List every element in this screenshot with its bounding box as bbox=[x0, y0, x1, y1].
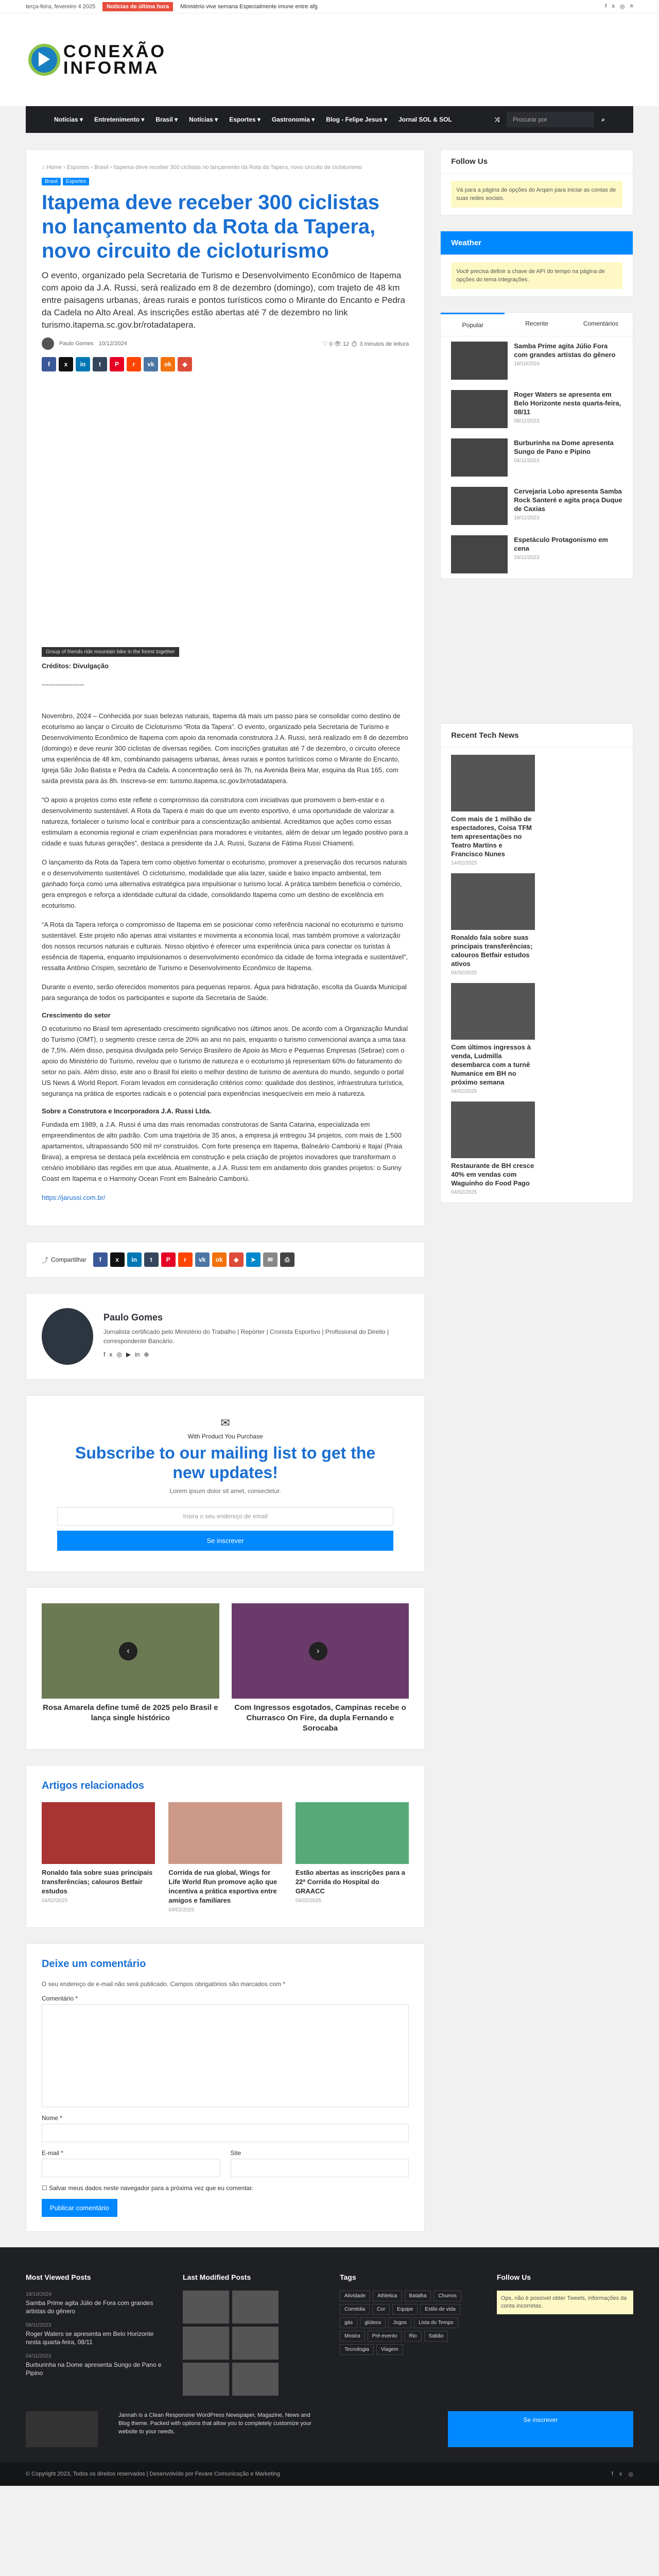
facebook-icon[interactable]: f bbox=[103, 1351, 106, 1358]
tag-link[interactable]: Mostra bbox=[340, 2331, 365, 2342]
top-bar bbox=[0, 0, 659, 13]
nav-item[interactable]: Entretenimento ▾ bbox=[94, 116, 145, 123]
search-icon[interactable]: ⌕ bbox=[601, 115, 605, 123]
subheading: Sobre a Construtora e Incorporadora J.A. Russi Ltda. bbox=[42, 1107, 212, 1115]
recent-tech-widget: Recent Tech News Com mais de 1 milhão de espectadores, Coisa TFM tem apresentações no Teatro Martins e Francisco Nunes 14/02/2025 Ronaldo fala sobre suas principais transferências; calouros Betfair estudos ativos 04/02/2025 Com últimos ingressos à venda, Ludmilla desembarca com a turnê Numanice em BH no próximo semana 04/02/2025 Restaurante de BH cresce 40% em vendas com Waguinho do Food Pago 04/02/2025 bbox=[440, 723, 633, 1203]
tag-link[interactable]: Equipe bbox=[392, 2304, 418, 2315]
breaking-news-ticker[interactable]: Ministério vive semana Especialmente imune entre afg bbox=[180, 3, 318, 10]
facebook-icon[interactable]: f bbox=[605, 3, 607, 9]
vk-share-icon[interactable]: vk bbox=[144, 357, 158, 371]
email-field[interactable] bbox=[42, 2159, 220, 2177]
footer: Most Viewed Posts 18/10/2024 Samba Prime agita Júlio de Fora com grandes artistas do gênero 08/11/2023 Roger Waters se apresenta em Belo Horizonte nesta quarta-feira, 08/11 04/11/2023 Burburinha na Dome apresenta Sungo de Pano e Pipino Last Modified Posts Tags Atividade Athletica Batalha Churros Comédia Cor Equipe Estilo de vida gás glúteos Jogos Lista do Tempo Mostra Pré-evento Rio Sabão Tecnologia Viagem Follow Us Ops, não é possível obter Tweets, informações da conta incorretas. bbox=[0, 2247, 659, 2411]
breaking-news-label: Notícias de última hora bbox=[102, 2, 173, 11]
website-field[interactable] bbox=[231, 2159, 409, 2177]
featured-image bbox=[42, 384, 409, 657]
print-share-icon[interactable]: ⎙ bbox=[280, 1252, 294, 1267]
list-item[interactable]: 04/11/2023 Burburinha na Dome apresenta Sungo de Pano e Pipino bbox=[26, 2353, 162, 2377]
sidebar bbox=[440, 149, 633, 2247]
author-avatar[interactable] bbox=[42, 337, 54, 350]
share-label: Compartilhar bbox=[51, 1256, 86, 1263]
vk-share-icon[interactable]: vk bbox=[195, 1252, 210, 1267]
menu-icon[interactable]: ≡ bbox=[630, 3, 633, 9]
related-item[interactable]: Ronaldo fala sobre suas principais transferências; calouros Betfair estudos 04/02/2025 bbox=[42, 1802, 155, 1913]
thumb[interactable] bbox=[183, 2363, 229, 2396]
paragraph: Fundada em 1989, a J.A. Russi é uma das mais renomadas construtoras de Santa Catarina, especializada em empreendimentos de alto padrão. Com uma trajetória de 35 anos, a empresa já entregou 34 projetos, com mais de 1.500 apartamentos, ultrapassando 500 mil m² construídos. Com forte presença em Itapema, Balneário Camboriú e Itajaí (Praia Brava), a empresa se destaca pela excelência em construção e pela criação de projetos inovadores que transformam o cenário imobiliário das regiões em que atua. Atualmente, a J.A. Russi tem em andamento dois grandes projetos: o Sunny Coast em Itapema e o Harmony Ocean Front em Balneário Camboriú. bbox=[42, 1121, 403, 1182]
tag-link[interactable]: Viagem bbox=[376, 2344, 403, 2355]
category-badge[interactable]: Esportes bbox=[63, 178, 89, 185]
email-share-icon[interactable]: ✉ bbox=[263, 1252, 278, 1267]
nav-item[interactable]: Jornal SOL & SOL bbox=[398, 116, 452, 123]
linkedin-share-icon[interactable]: in bbox=[127, 1252, 142, 1267]
instagram-icon[interactable]: ◎ bbox=[619, 4, 625, 10]
random-icon[interactable]: ⤨ bbox=[494, 115, 500, 123]
header bbox=[0, 13, 659, 106]
paragraph: Durante o evento, serão oferecidos momentos para pequenas reparos. Água para hidratação, escolta da Guarda Municipal para segurança de todos os participantes e suporte da Secretaria de Saúde. bbox=[42, 983, 407, 1002]
tag-link[interactable]: Comédia bbox=[340, 2304, 370, 2315]
thumb[interactable] bbox=[232, 2291, 279, 2324]
prev-arrow-icon[interactable]: ‹ bbox=[119, 1642, 137, 1660]
tag-link[interactable]: Atividade bbox=[340, 2291, 370, 2301]
pinterest-share-icon[interactable]: P bbox=[110, 357, 124, 371]
pinterest-share-icon[interactable]: P bbox=[161, 1252, 176, 1267]
thumb[interactable] bbox=[183, 2291, 229, 2324]
article-lead: O evento, organizado pela Secretaria de Turismo e Desenvolvimento Econômico de Itapema com apoio da J.A. Russi, será realizado em 8 de dezembro (domingo), com trajeto de 48 km entre paisagens urbanas, áreas rurais e pontos turísticos como o Mirante do Encanto e Pedra da Cadela no Alto Areal. As inscrições estão abertas até 7 de dezembro no link turismo.itapema.sc.gov.br/rotadatapera. bbox=[42, 270, 405, 330]
youtube-icon[interactable]: ▶ bbox=[126, 1351, 131, 1358]
instagram-icon[interactable]: ◎ bbox=[628, 2471, 633, 2478]
tag-link[interactable]: Estilo de vida bbox=[420, 2304, 460, 2315]
list-item[interactable]: 18/10/2024 Samba Prime agita Júlio de Fora com grandes artistas do gênero bbox=[26, 2292, 153, 2315]
tab-recent[interactable]: Recente bbox=[525, 320, 548, 327]
comment-textarea[interactable] bbox=[42, 2004, 409, 2107]
section-heading: Artigos relacionados bbox=[42, 1780, 144, 1791]
share-buttons bbox=[42, 357, 409, 371]
section-heading: Deixe um comentário bbox=[42, 1958, 146, 1970]
share-bar bbox=[26, 1242, 425, 1278]
image-caption: Group of friends ride mountain bike in the forest together bbox=[42, 647, 179, 657]
tag-link[interactable]: Sabão bbox=[424, 2331, 448, 2342]
instagram-icon[interactable]: ◎ bbox=[116, 1351, 122, 1358]
tag-link[interactable]: gás bbox=[340, 2317, 357, 2328]
globe-icon[interactable]: ⊕ bbox=[144, 1351, 149, 1358]
thumb[interactable] bbox=[232, 2327, 279, 2360]
page-title: Itapema deve receber 300 ciclistas no lançamento da Rota da Tapera, novo circuito de cicloturismo bbox=[42, 191, 379, 262]
related-slider bbox=[26, 1587, 425, 1750]
paragraph: “A Rota da Tapera reforça o compromisso de Itapema em se posicionar como referência nacional no ecoturismo e turismo sustentável. Este projeto não apenas atrai visitantes e movimenta a economia local, mas também promove a valorização dos nossos recursos naturais e culturais. Nosso objetivo é oferecer uma experiência única para conectar os turistas à essência de Itapema, enquanto impulsionamos o desenvolvimento econômico da cidade de forma integrada e sustentável”, ressalta Antônio Crispim, secretário de Turismo e Desenvolvimento Econômico de Itapema. bbox=[42, 921, 408, 972]
paragraph: “O apoio a projetos como este reflete o compromisso da construtora com iniciativas que promovem o bem-estar e o desenvolvimento sustentável. A Rota da Tapera é mais do que um evento esportivo, é uma oportunidade de valorizar a natureza, fortalecer o turismo local e contribuir para a conscientização ambiental. Acreditamos que ações como essas estimulam a economia regional e criam experiências para moradores e visitantes, além de deixar um legado positivo para a cidade e suas futuras gerações”, destaca a presidente da J.A. Russi, Suzana de Fátima Russi Chiamenti. bbox=[42, 796, 408, 847]
image-credit: Créditos: Divulgação bbox=[42, 662, 109, 670]
facebook-share-icon[interactable]: f bbox=[42, 357, 56, 371]
author-photo[interactable] bbox=[42, 1308, 93, 1365]
copyright-bar: © Copyright 2023, Todos os direitos reservados | Desenvolvido por Fevare Comunicação e Marketing f x ◎ bbox=[0, 2463, 659, 2486]
odnoklassniki-share-icon[interactable]: ok bbox=[212, 1252, 227, 1267]
logo-icon[interactable] bbox=[28, 44, 60, 76]
thumb[interactable] bbox=[183, 2327, 229, 2360]
thumb[interactable] bbox=[232, 2363, 279, 2396]
main-column bbox=[26, 149, 425, 2247]
tag-link[interactable]: Batalha bbox=[405, 2291, 431, 2301]
reddit-share-icon[interactable]: r bbox=[178, 1252, 193, 1267]
date-text: terça-feira, fevereiro 4 2025 bbox=[26, 3, 96, 10]
tag-link[interactable]: Rio bbox=[404, 2331, 421, 2342]
linkedin-icon[interactable]: in bbox=[135, 1351, 140, 1358]
nav-item[interactable]: Esportes ▾ bbox=[229, 116, 261, 123]
weather-widget: Weather Você precisa definir a chave de API do tempo na página de opções do tema integrações. bbox=[440, 231, 633, 297]
related-item[interactable]: Corrida de rua global, Wings for Life World Run promove ação que incentiva a prática esportiva entre amigos e familiares 04/02/2025 bbox=[168, 1802, 282, 1913]
x-share-icon[interactable]: x bbox=[110, 1252, 125, 1267]
nav-item[interactable]: Blog - Felipe Jesus ▾ bbox=[326, 116, 387, 123]
nav-item[interactable]: Gastronomia ▾ bbox=[271, 116, 315, 123]
submit-comment-button[interactable]: Publicar comentário bbox=[42, 2199, 117, 2217]
slide[interactable]: ‹ Rosa Amarela define tumê de 2025 pelo Brasil e lança single histórico bbox=[42, 1603, 219, 1734]
tabs-widget bbox=[440, 312, 633, 579]
publish-date: 10/12/2024 bbox=[98, 341, 127, 347]
author-name[interactable]: Paulo Gomes bbox=[59, 341, 94, 347]
facebook-icon[interactable]: f bbox=[611, 2471, 613, 2477]
pocket-share-icon[interactable]: ◈ bbox=[229, 1252, 244, 1267]
nav-item[interactable]: Notícias ▾ bbox=[54, 116, 83, 123]
related-articles bbox=[26, 1765, 425, 1928]
telegram-share-icon[interactable]: ➤ bbox=[246, 1252, 261, 1267]
newsletter-title: Subscribe to our mailing list to get the new updates! bbox=[75, 1444, 376, 1482]
list-item[interactable]: 08/11/2023 Roger Waters se apresenta em Belo Horizonte nesta quarta-feira, 08/11 bbox=[26, 2323, 154, 2346]
top-social bbox=[605, 3, 633, 10]
name-field[interactable] bbox=[42, 2124, 409, 2142]
tumblr-share-icon[interactable]: t bbox=[144, 1252, 159, 1267]
footer-bottom: Jannah is a Clean Responsive WordPress Newspaper, Magazine, News and Blog theme. Packed with options that allow you to completely customize your website to your needs. Se inscrever bbox=[0, 2411, 659, 2463]
share-icon: ⤴ bbox=[42, 1256, 49, 1264]
newsletter: ✉ With Product You Purchase Subscribe to our mailing list to get the new updates! Lorem ipsum dolor sit amet, consectetur. Insira o seu endereço de email Se inscrever bbox=[26, 1395, 425, 1572]
author-box bbox=[26, 1293, 425, 1380]
author-box-name[interactable]: Paulo Gomes bbox=[103, 1312, 163, 1323]
article-stats: ♡ 0 👁 12 ⏱ 3 minutos de leitura bbox=[322, 341, 409, 347]
list-item[interactable]: Burburinha na Dome apresenta Sungo de Pano e Pipino 04/11/2023 bbox=[441, 433, 633, 482]
list-item[interactable]: Restaurante de BH cresce 40% em vendas com Waguinho do Food Pago 04/02/2025 bbox=[451, 1101, 535, 1195]
follow-widget: Follow Us Vá para a página de opções do Arqam para iniciar as contas de suas redes sociais. bbox=[440, 149, 633, 215]
tag-link[interactable]: glúteos bbox=[360, 2317, 386, 2328]
pocket-share-icon[interactable]: ◈ bbox=[178, 357, 192, 371]
main-nav bbox=[26, 106, 633, 133]
next-arrow-icon[interactable]: › bbox=[309, 1642, 327, 1660]
twitter-icon[interactable]: x bbox=[612, 3, 615, 9]
paragraph: O lançamento da Rota da Tapera tem como objetivo fomentar o ecoturismo, promover a preservação dos recursos naturais e o desenvolvimento sustentável. O cicloturismo, modalidade que alia lazer, saúde e baixo impacto ambiental, tem ganhado força como uma alternativa estratégica para impulsionar o turismo local. A prática também beneficia o comércio, gera empregos e reforça a identidade cultural da cidade, consolidando Itapema como um destino de excelência em ecoturismo. bbox=[42, 858, 407, 909]
breadcrumb[interactable]: ⌂ Home › Esportes › Brasil › Itapema deve receber 300 ciclistas no lançamento da Rota da Tapera, novo circuito de cicloturismo bbox=[42, 164, 362, 171]
save-data-checkbox[interactable]: ☐ Salvar meus dados neste navegador para a próxima vez que eu comentar. bbox=[42, 2184, 253, 2192]
tag-link[interactable]: Lista do Tempo bbox=[414, 2317, 458, 2328]
tag-link[interactable]: Athletica bbox=[373, 2291, 402, 2301]
email-field[interactable]: Insira o seu endereço de email bbox=[57, 1507, 393, 1526]
author-bio: Jornalista certificado pelo Ministério do Trabalho | Repórter | Cronista Esportivo | Profissional do Direito | correspondente Bancário. bbox=[103, 1328, 389, 1345]
list-item[interactable]: Com mais de 1 milhão de espectadores, Coisa TFM tem apresentações no Teatro Martins e Francisco Nunes 14/02/2025 bbox=[451, 755, 535, 866]
list-item[interactable]: Cervejaria Lobo apresenta Samba Rock Santeré e agita praça Duque de Caxias 18/11/2023 bbox=[441, 482, 633, 530]
odnoklassniki-share-icon[interactable]: ok bbox=[161, 357, 175, 371]
list-item[interactable]: Ronaldo fala sobre suas principais transferências; calouros Betfair estudos ativos 04/02/2025 bbox=[451, 873, 535, 976]
article-body: ------------------- Novembro, 2024 – Conhecida por suas belezas naturais, Itapema dá mais um passo para se consolidar como destino de ecoturismo ao lançar o Circuito de Cicloturismo “Rota da Tapera”. O evento, organizado pela Secretaria de Turismo e Desenvolvimento Econômico de Itapema com apoio da renomada construtora J.A. Russi, será realizado em 8 de dezembro (domingo) e deve reunir 300 ciclistas de diversas regiões. Com inscrições gratuitas até 7 de dezembro, o circuito oferece uma experiência de 48 km, combinando paisagens urbanas, áreas rurais e pontos turísticos como o Mirante do Encanto, Igreja São João Batista e Pedra da Cadela. A concentração será às 7h, na Avenida Beira Mar, esquina da Rua 165, com saída prevista para às 8h. Inscreva-se em: turismo.itapema.sc.gov.br/rotadatapera. “O apoio a projetos como este reflete o compromisso da construtora com iniciativas que promovem o bem-estar e o desenvolvimento sustentável. A Rota da Tapera é mais do que um evento esportivo, é uma oportunidade de valorizar a natureza, fortalecer o turismo local e contribuir para a conscientização ambiental. Acreditamos que ações como essas estimulam a economia regional e criam experiências para moradores e visitantes, além de deixar um legado positivo para a cidade e suas futuras gerações”, destaca a presidente da J.A. Russi, Suzana de Fátima Russi Chiamenti. O lançamento da Rota da Tapera tem como objetivo fomentar o ecoturismo, promover a preservação dos recursos naturais e o desenvolvimento sustentável. O cicloturismo, modalidade que alia lazer, saúde e baixo impacto ambiental, tem ganhado força como uma alternativa estratégica para impulsionar o turismo local. A prática também beneficia o comércio, gera empregos e reforça a identidade cultural da cidade, consolidando Itapema como um destino de excelência em ecoturismo. “A Rota da Tapera reforça o compromisso de Itapema em se posicionar como referência nacional no ecoturismo e turismo sustentável. Este projeto não apenas atrai visitantes e movimenta a economia local, mas também promove a valorização dos nossos recursos naturais e culturais. Nosso objetivo é oferecer uma experiência única para conectar os turistas à essência de Itapema, enquanto impulsionamos o desenvolvimento econômico da cidade de forma integrada e sustentável”, ressalta Antônio Crispim, secretário de Turismo e Desenvolvimento Econômico de Itapema. Durante o evento, serão oferecidos momentos para pequenas reparos. Água para hidratação, escolta da Guarda Municipal para segurança de todos os participantes e suporte da Secretaria de Saúde. Crescimento do setor O ecoturismo no Brasil tem apresentado crescimento significativo nos últimos anos. De acordo com a Organização Mundial do Turismo (OMT), o segmento cresce cerca de 20% ao ano no país, enquanto o turismo convencional avança a uma taxa de 7,5%. Além disso, pesquisa divulgada pelo Serviço Brasileiro de Apoio às Micro e Pequenas Empresas (Sebrae) com o apoio do Ministério do Turismo, revelou que o turismo de natureza e o ecoturismo já representam 60% do faturamento do setor no país. Além disso, este ano o Brasil foi eleito o melhor destino de turismo de aventura do mundo, segundo o portal US News & World Report. Foram levados em consideração critérios como: qualidade dos destinos, infraestrutura turística, segurança na prática de esportes radicais e o potencial para experiências inesquecíveis em meio à natureza. Sobre a Construtora e Incorporadora J.A. Russi Ltda. Fundada em 1989, a J.A. Russi é uma das mais renomadas construtoras de Santa Catarina, especializada em empreendimentos de alto padrão. Com uma trajetória de 35 anos, a empresa já entregou 34 projetos, com mais de 1.500 apartamentos, ultrapassando 500 mil m² construídos. Com forte presença em Itapema, Balneário Camboriú e Itajaí (Praia Brava), a empresa se destaca pela excelência em construção e pela criação de projetos inovadores que transformam o cenário imobiliário das regiões em que atua. Atualmente, a J.A. Russi tem em andamento dois grandes projetos: o Sunny Coast em Itapema e o Harmony Ocean Front em Balneário Camboriú. https://jarussi.com.br/ bbox=[42, 681, 408, 1201]
paragraph: O ecoturismo no Brasil tem apresentado crescimento significativo nos últimos anos. De acordo com a Organização Mundial do Turismo (OMT), o segmento cresce cerca de 20% ao ano no país, enquanto o turismo convencional avança a uma taxa de 7,5%. Além disso, pesquisa divulgada pelo Serviço Brasileiro de Apoio às Micro e Pequenas Empresas (Sebrae) com o apoio do Ministério do Turismo, revelou que o turismo de natureza e o ecoturismo já representam 60% do faturamento do setor no país. Além disso, este ano o Brasil foi eleito o melhor destino de turismo de aventura do mundo, segundo o portal US News & World Report. Foram levados em consideração critérios como: qualidade dos destinos, infraestrutura turística, segurança na prática de esportes radicais e o potencial para experiências inesquecíveis em meio à natureza. bbox=[42, 1025, 408, 1097]
x-icon[interactable]: x bbox=[619, 2471, 622, 2477]
search-input[interactable]: Procurar por bbox=[507, 112, 594, 127]
paragraph: Novembro, 2024 – Conhecida por suas belezas naturais, Itapema dá mais um passo para se consolidar como destino de ecoturismo ao lançar o Circuito de Cicloturismo “Rota da Tapera”. O evento, organizado pela Secretaria de Turismo e Desenvolvimento Econômico de Itapema com apoio da renomada construtora J.A. Russi, será realizado em 8 de dezembro (domingo) e deve reunir 300 ciclistas de diversas regiões. Com inscrições gratuitas até 7 de dezembro, o circuito oferece uma experiência de 48 km, combinando paisagens urbanas, áreas rurais e pontos turísticos como o Mirante do Encanto, Igreja São João Batista e Pedra da Cadela. A concentração será às 7h, na Avenida Beira Mar, esquina da Rua 165, com saída prevista para às 8h. Inscreva-se em: turismo.itapema.sc.gov.br/rotadatapera. bbox=[42, 712, 408, 785]
subscribe-button[interactable]: Se inscrever bbox=[57, 1531, 393, 1551]
list-item[interactable]: Espetáculo Protagonismo em cena 19/11/2023 bbox=[441, 530, 633, 579]
article bbox=[26, 149, 425, 1226]
related-item[interactable]: Estão abertas as inscrições para a 22ª Corrida do Hospital do GRAACC 04/02/2025 bbox=[296, 1802, 409, 1913]
envelope-icon: ✉ bbox=[220, 1416, 230, 1429]
tab-comments[interactable]: Comentários bbox=[583, 320, 618, 327]
tag-link[interactable]: Cor bbox=[372, 2304, 390, 2315]
facebook-share-icon[interactable]: f bbox=[93, 1252, 108, 1267]
tumblr-share-icon[interactable]: t bbox=[93, 357, 107, 371]
linkedin-share-icon[interactable]: in bbox=[76, 357, 90, 371]
slide[interactable]: › Com Ingressos esgotados, Campinas recebe o Churrasco On Fire, da dupla Fernando e Sorocaba bbox=[232, 1603, 409, 1734]
list-item[interactable]: Com últimos ingressos à venda, Ludmilla desembarca com a turnê Numanice em BH no próximo semana 04/02/2025 bbox=[451, 983, 535, 1094]
list-item[interactable]: Roger Waters se apresenta em Belo Horizonte nesta quarta-feira, 08/11 08/11/2023 bbox=[441, 385, 633, 433]
x-share-icon[interactable]: x bbox=[59, 357, 73, 371]
footer-subscribe-button[interactable]: Se inscrever bbox=[448, 2411, 633, 2447]
subheading: Crescimento do setor bbox=[42, 1011, 111, 1019]
tag-link[interactable]: Pré-evento bbox=[368, 2331, 402, 2342]
company-link[interactable]: https://jarussi.com.br/ bbox=[42, 1194, 106, 1201]
tab-popular[interactable]: Popular bbox=[441, 313, 505, 336]
reddit-share-icon[interactable]: r bbox=[127, 357, 141, 371]
nav-item[interactable]: Brasil ▾ bbox=[155, 116, 178, 123]
site-logo[interactable]: CONEXÃO INFORMA bbox=[63, 42, 166, 78]
footer-logo[interactable] bbox=[26, 2411, 98, 2447]
comment-form: Deixe um comentário O seu endereço de e-mail não será publicado. Campos obrigatórios são marcados com * Comentário * Nome * E-mail * Site ☐ Salvar meus dados neste navegador para a próxima vez que eu comentar. Publicar comentário bbox=[26, 1943, 425, 2232]
tag-link[interactable]: Jogos bbox=[388, 2317, 411, 2328]
tag-link[interactable]: Churros bbox=[433, 2291, 461, 2301]
x-icon[interactable]: x bbox=[109, 1351, 113, 1358]
tag-link[interactable]: Tecnologia bbox=[340, 2344, 374, 2355]
list-item[interactable]: Samba Prime agita Júlio Fora com grandes artistas do gênero 18/10/2024 bbox=[441, 336, 633, 385]
category-badge[interactable]: Brasil bbox=[42, 178, 61, 185]
nav-item[interactable]: Notícias ▾ bbox=[189, 116, 218, 123]
